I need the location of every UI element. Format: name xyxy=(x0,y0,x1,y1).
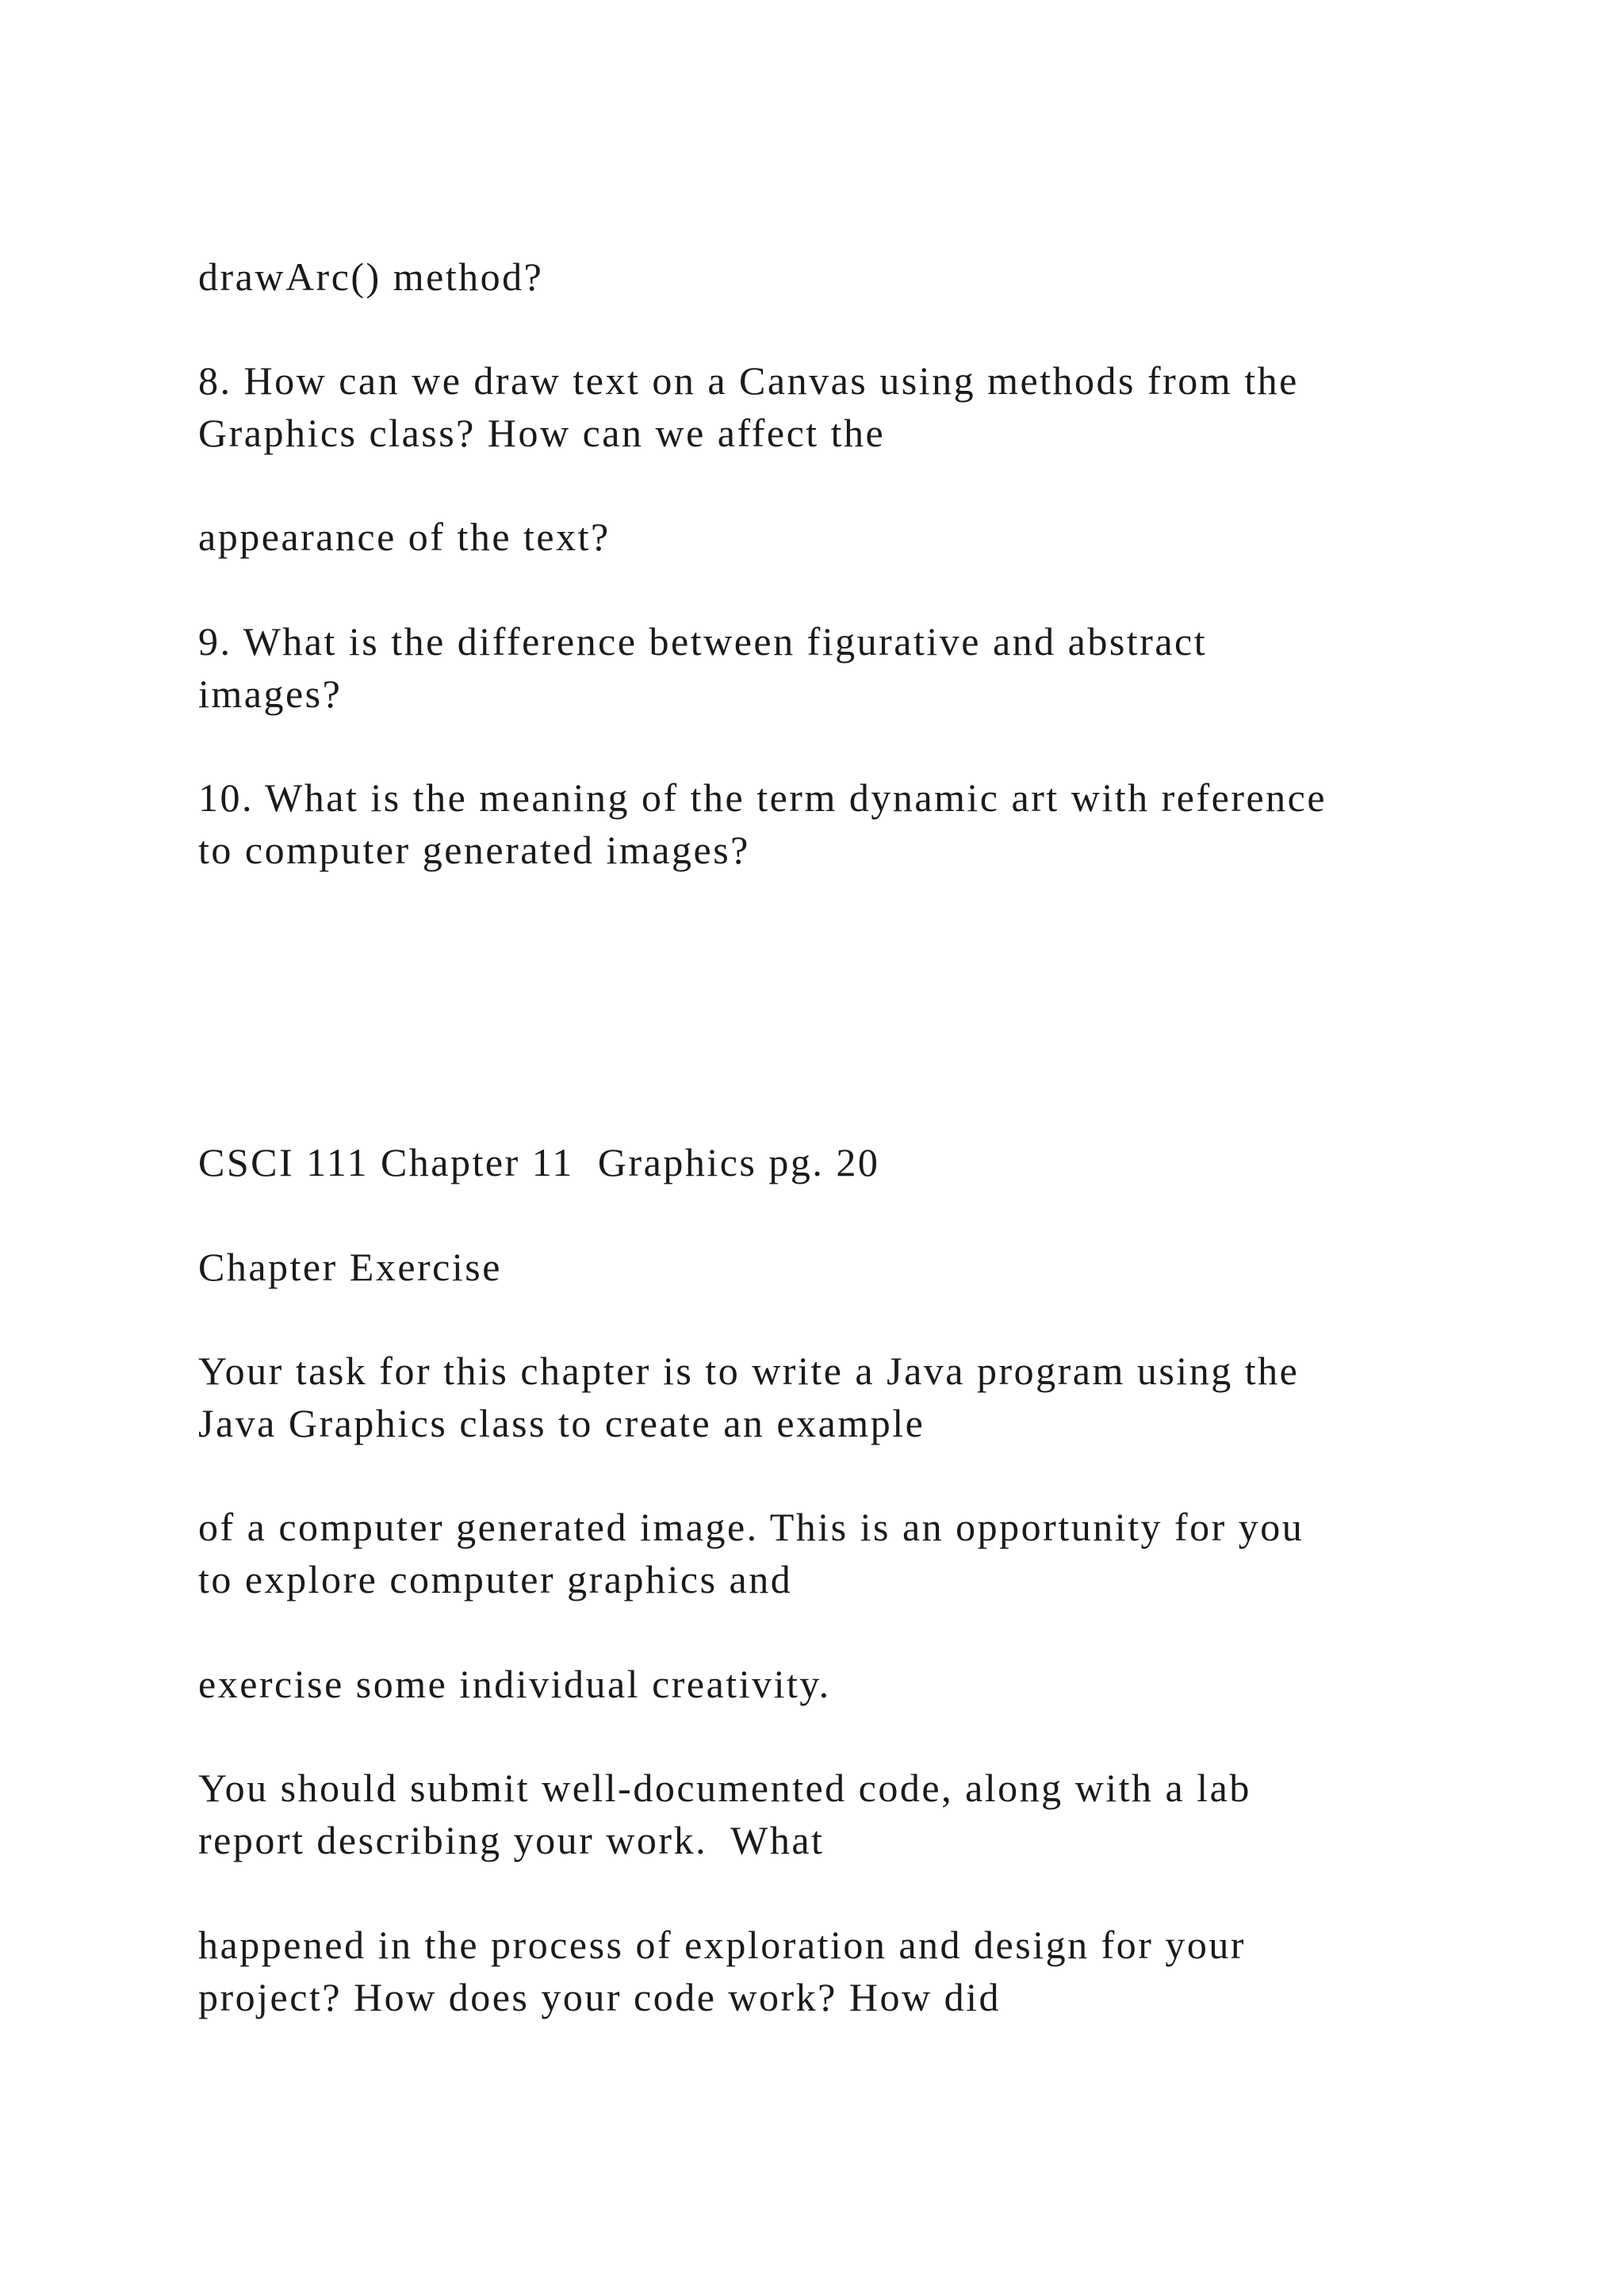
question-8-line-1: 8. How can we draw text on a Canvas using methods from the xyxy=(198,358,1299,403)
question-8-line-3: appearance of the text? xyxy=(198,515,611,559)
exercise-line-1: Your task for this chapter is to write a Java program using the xyxy=(198,1349,1300,1393)
submission-line-3: happened in the process of exploration and design for your xyxy=(198,1923,1247,1967)
page-header: CSCI 111 Chapter 11 Graphics pg. 20 xyxy=(198,1140,880,1184)
exercise-line-4: to explore computer graphics and xyxy=(198,1557,793,1601)
submission-line-1: You should submit well-documented code, along with a lab xyxy=(198,1766,1251,1810)
exercise-line-2: Java Graphics class to create an example xyxy=(198,1401,925,1445)
exercise-line-3: of a computer generated image. This is an opportunity for you xyxy=(198,1505,1304,1549)
question-10-line-1: 10. What is the meaning of the term dynamic art with reference xyxy=(198,775,1327,820)
question-9-line-2: images? xyxy=(198,672,343,716)
submission-line-2: report describing your work. What xyxy=(198,1818,825,1862)
question-7-continuation: drawArc() method? xyxy=(198,254,544,299)
question-9-line-1: 9. What is the difference between figurative and abstract xyxy=(198,619,1208,664)
question-8-line-2: Graphics class? How can we affect the xyxy=(198,411,886,455)
section-title: Chapter Exercise xyxy=(198,1245,502,1289)
exercise-line-5: exercise some individual creativity. xyxy=(198,1662,831,1706)
question-10-line-2: to computer generated images? xyxy=(198,828,750,872)
submission-line-4: project? How does your code work? How did xyxy=(198,1975,1001,2019)
